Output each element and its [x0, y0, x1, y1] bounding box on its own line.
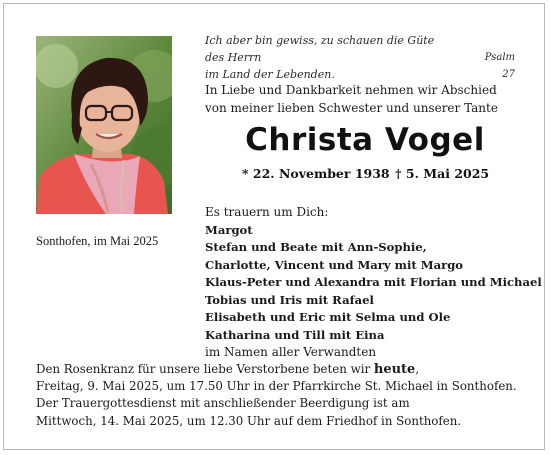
notice-emphasis: heute	[373, 362, 416, 377]
death-date: † 5. Mai 2025	[395, 166, 490, 181]
mourner-name: Charlotte, Vincent und Mary mit Margo	[205, 257, 464, 272]
birth-date: * 22. November 1938	[242, 166, 390, 181]
mourner-name: Elisabeth und Eric mit Selma und Ole	[205, 310, 451, 324]
mourner-name: Klaus-Peter und Alexandra mit Florian und Michael	[205, 275, 542, 289]
psalm-reference: Psalm 27	[484, 52, 515, 80]
notice-text: ,	[415, 362, 420, 376]
intro-line: von meiner lieben Schwester und unserer Tante	[205, 101, 498, 115]
notice-line: Mittwoch, 14. Mai 2025, um 12.30 Uhr auf dem Friedhof in Sonthofen.	[36, 413, 462, 428]
intro-line: In Liebe und Dankbarkeit nehmen wir Abschied	[205, 83, 497, 97]
mourners-list	[205, 204, 545, 362]
notice-line: Der Trauergottesdienst mit anschließender Beerdigung ist am	[36, 396, 410, 411]
portrait-photo	[36, 36, 172, 214]
notice-line	[36, 361, 526, 378]
mourners-closing: im Namen aller Verwandten	[205, 345, 377, 359]
mourner-name: Stefan und Beate mit Ann-Sophie,	[205, 240, 427, 254]
notice-line: Freitag, 9. Mai 2025, um 17.50 Uhr in der Pfarrkirche St. Michael in Sonthofen.	[36, 379, 517, 394]
mourner-name: Margot	[205, 222, 253, 237]
deceased-name: Christa Vogel	[245, 122, 485, 158]
service-notice	[36, 361, 526, 430]
psalm-quote	[205, 32, 435, 83]
mourner-name: Katharina und Till mit Eina	[205, 327, 385, 342]
farewell-intro	[205, 81, 535, 117]
mourners-heading: Es trauern um Dich:	[205, 205, 329, 219]
notice-text: Den Rosenkranz für unsere liebe Verstorbene beten wir	[36, 362, 374, 376]
place-date: Sonthofen, im Mai 2025	[36, 234, 159, 248]
mourner-name: Tobias und Iris mit Rafael	[205, 292, 374, 307]
psalm-quote-line: im Land der Lebenden.	[205, 68, 335, 81]
psalm-quote-line: Ich aber bin gewiss, zu schauen die Güte des Herrn	[205, 34, 435, 64]
